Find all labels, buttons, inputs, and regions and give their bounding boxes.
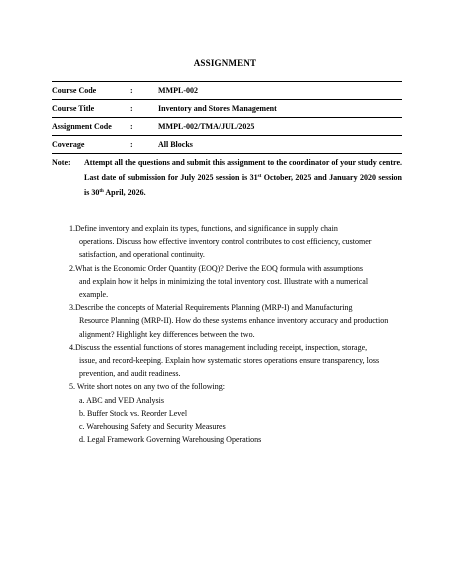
question-1 [69, 222, 399, 262]
course-title-row [52, 100, 402, 118]
note-text-part: October, 2025 and January 2020 session is 30 [84, 173, 402, 197]
course-code-row [52, 82, 402, 100]
note-superscript: st [257, 174, 262, 179]
meta-label: Course Code [52, 82, 130, 100]
meta-value: All Blocks [158, 136, 402, 154]
course-info-table [52, 81, 402, 154]
short-notes-options [69, 394, 399, 447]
question-first-line: 1.Define inventory and explain its types, functions, and significance in supply chain [69, 224, 338, 233]
question-continuation: and explain how it helps in minimizing the total inventory cost. Illustrate with a numerical example. [79, 276, 369, 300]
meta-value: MMPL-002 [158, 82, 402, 100]
coverage-row [52, 136, 402, 154]
note-text-part: Attempt all the questions and submit this assignment to the coordinator of your study centre. Last date of submission for July 2025 session is 31 [84, 158, 402, 182]
question-2 [69, 262, 399, 302]
meta-separator: : [130, 118, 158, 136]
meta-label: Assignment Code [52, 118, 130, 136]
question-3 [69, 301, 399, 341]
question-first-line: 3.Describe the concepts of Material Requirements Planning (MRP-I) and Manufacturing [69, 303, 353, 313]
question-first-line: 5. Write short notes on any two of the following: [69, 382, 225, 392]
meta-separator: : [130, 82, 158, 100]
list-item: b. Buffer Stock vs. Reorder Level [79, 408, 188, 418]
meta-separator: : [130, 136, 158, 154]
question-first-line: 2.What is the Economic Order Quantity (EOQ)? Derive the EOQ formula with assumptions [69, 263, 363, 273]
list-item: c. Warehousing Safety and Security Measures [79, 422, 226, 432]
question-continuation: Resource Planning (MRP-II). How do these systems enhance inventory accuracy and production alignment? Highlight key differences between the two. [79, 316, 389, 339]
note-superscript: th [99, 189, 104, 194]
meta-label: Coverage [52, 136, 130, 154]
meta-label: Course Title [52, 100, 130, 118]
question-continuation: operations. Discuss how effective inventory control contributes to cost efficiency, customer satisfaction, and operational continuity. [79, 237, 372, 260]
note-text-part: April, 2026. [103, 188, 146, 197]
question-first-line: 4.Discuss the essential functions of stores management including receipt, inspection, storage, [69, 342, 368, 352]
assignment-code-row [52, 118, 402, 136]
meta-separator: : [130, 100, 158, 118]
list-item: a. ABC and VED Analysis [79, 395, 164, 405]
meta-value: MMPL-002/TMA/JUL/2025 [158, 118, 402, 136]
question-5 [69, 380, 399, 446]
page-title: ASSIGNMENT [193, 58, 257, 68]
meta-value: Inventory and Stores Management [158, 100, 402, 118]
question-list [69, 222, 399, 446]
submission-note [52, 155, 402, 200]
note-label: Note: [52, 158, 71, 167]
question-4 [69, 341, 399, 381]
note-text [84, 155, 402, 200]
question-continuation: issue, and record-keeping. Explain how systematic stores operations ensure transparency, loss prevention, and audit readiness. [79, 356, 380, 379]
list-item: d. Legal Framework Governing Warehousing Operations [79, 435, 262, 445]
